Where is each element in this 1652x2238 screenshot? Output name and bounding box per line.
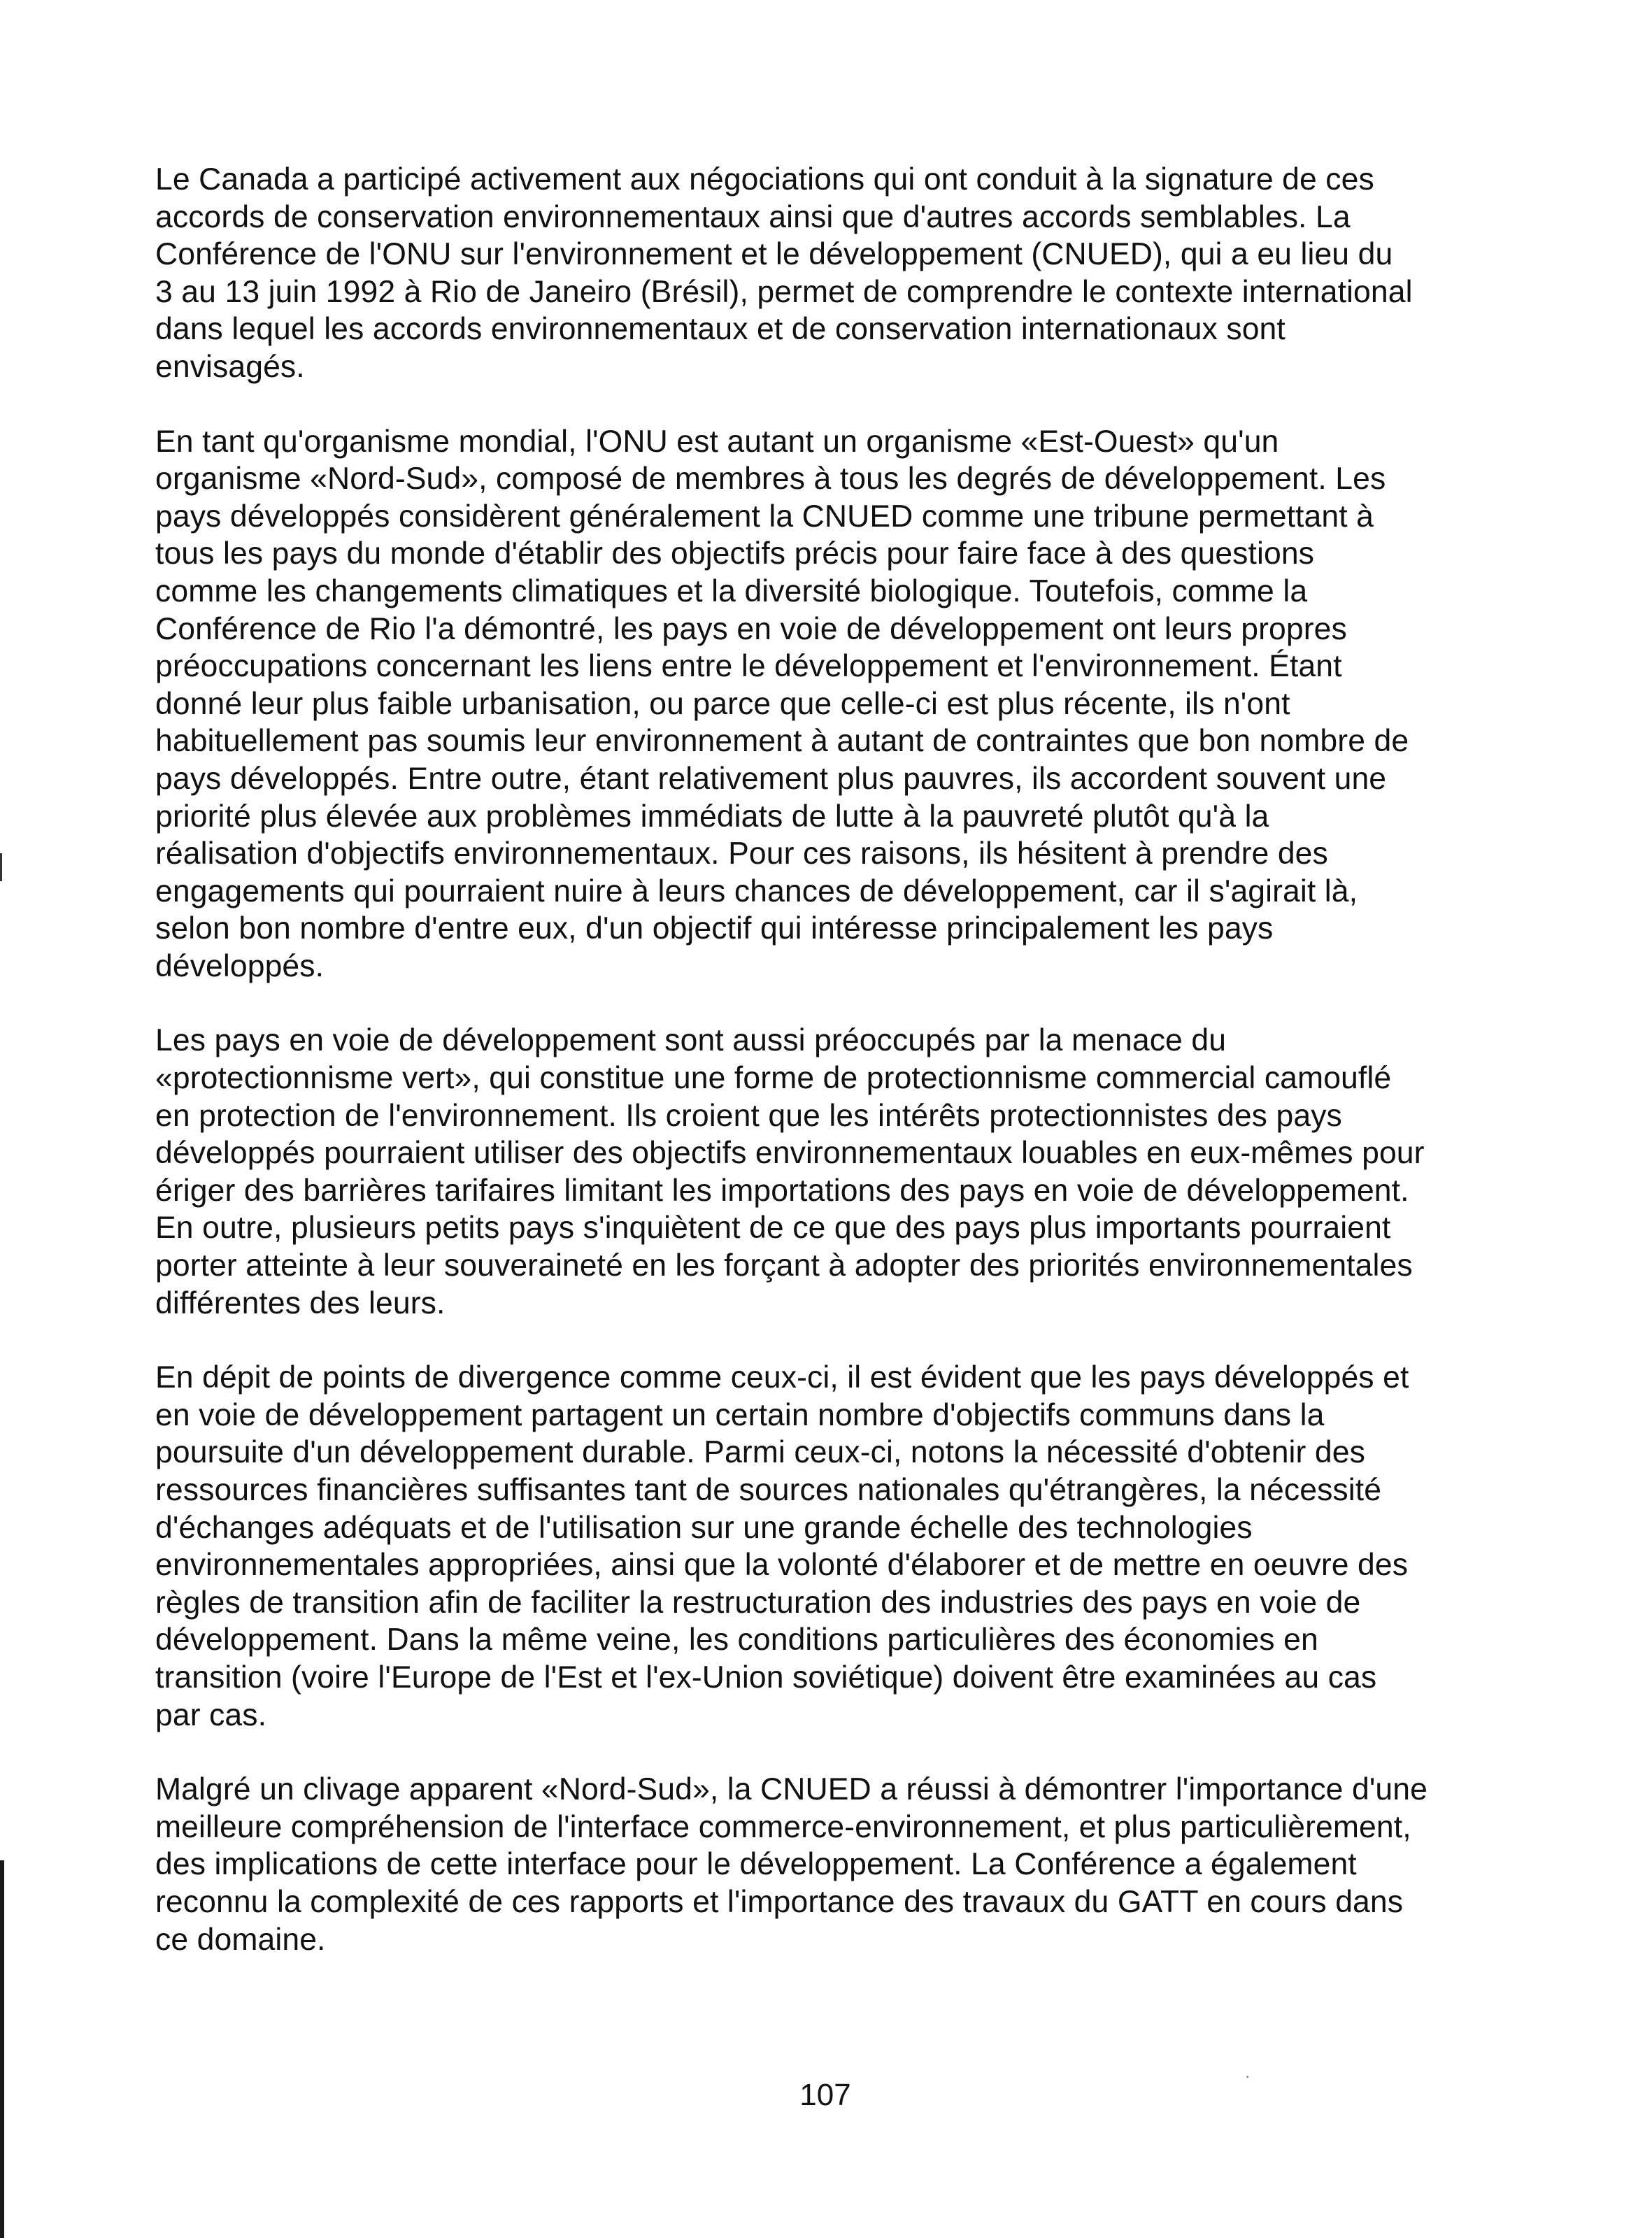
text-line: comme les changements climatiques et la diversité biologique. Toutefois, comme la	[155, 573, 1308, 608]
text-line: pays développés considèrent généralement la CNUED comme une tribune permettant à	[155, 499, 1374, 534]
text-line: 3 au 13 juin 1992 à Rio de Janeiro (Brésil), permet de comprendre le contexte international	[155, 274, 1413, 309]
text-line: donné leur plus faible urbanisation, ou parce que celle-ci est plus récente, ils n'ont	[155, 686, 1290, 721]
text-line: ressources financières suffisantes tant de sources nationales qu'étrangères, la nécessité	[155, 1473, 1382, 1507]
text-line: tous les pays du monde d'établir des objectifs précis pour faire face à des questions	[155, 536, 1315, 571]
page-number: 107	[799, 2078, 851, 2112]
text-line: porter atteinte à leur souveraineté en les forçant à adopter des priorités environnementales	[155, 1248, 1413, 1283]
scan-speck	[1246, 2076, 1248, 2078]
paragraph-3	[155, 1022, 1491, 1322]
paragraph-1	[155, 161, 1491, 386]
text-line: En dépit de points de divergence comme ceux-ci, il est évident que les pays développés et	[155, 1360, 1409, 1395]
text-line: Conférence de Rio l'a démontré, les pays en voie de développement ont leurs propres	[155, 611, 1347, 646]
text-line: par cas.	[155, 1697, 267, 1732]
text-line: ériger des barrières tarifaires limitant les importations des pays en voie de développement.	[155, 1173, 1409, 1208]
text-line: En tant qu'organisme mondial, l'ONU est autant un organisme «Est-Ouest» qu'un	[155, 424, 1279, 459]
paragraph-4	[155, 1359, 1491, 1734]
text-line: en voie de développement partagent un certain nombre d'objectifs communs dans la	[155, 1397, 1325, 1432]
text-line: engagements qui pourraient nuire à leurs chances de développement, car il s'agirait là,	[155, 874, 1358, 908]
text-line: des implications de cette interface pour le développement. La Conférence a également	[155, 1847, 1357, 1882]
text-line: dans lequel les accords environnementaux et de conservation internationaux sont	[155, 312, 1286, 347]
text-line: développement. Dans la même veine, les conditions particulières des économies en	[155, 1623, 1318, 1658]
text-line: poursuite d'un développement durable. Parmi ceux-ci, notons la nécessité d'obtenir des	[155, 1435, 1365, 1470]
text-line: Le Canada a participé activement aux négociations qui ont conduit à la signature de ces	[155, 162, 1374, 197]
text-line: envisagés.	[155, 349, 305, 384]
text-line: habituellement pas soumis leur environnement à autant de contraintes que bon nombre de	[155, 724, 1409, 759]
paragraph-2	[155, 423, 1491, 985]
text-line: organisme «Nord-Sud», composé de membres à tous les degrés de développement. Les	[155, 462, 1386, 497]
paragraph-5	[155, 1771, 1491, 1958]
text-line: transition (voire l'Europe de l'Est et l'ex-Union soviétique) doivent être examinées au cas	[155, 1660, 1377, 1695]
text-line: meilleure compréhension de l'interface commerce-environnement, et plus particulièrement,	[155, 1809, 1411, 1844]
scan-edge-mark	[0, 853, 2, 881]
text-line: Malgré un clivage apparent «Nord-Sud», la CNUED a réussi à démontrer l'importance d'une	[155, 1772, 1427, 1807]
text-line: environnementales appropriées, ainsi que la volonté d'élaborer et de mettre en oeuvre des	[155, 1548, 1409, 1583]
text-line: développés pourraient utiliser des objectifs environnementaux louables en eux-mêmes pour	[155, 1136, 1425, 1171]
text-line: accords de conservation environnementaux ainsi que d'autres accords semblables. La	[155, 199, 1351, 234]
text-line: priorité plus élevée aux problèmes immédiats de lutte à la pauvreté plutôt qu'à la	[155, 799, 1269, 834]
text-line: Conférence de l'ONU sur l'environnement et le développement (CNUED), qui a eu lieu du	[155, 237, 1393, 272]
text-line: ce domaine.	[155, 1922, 326, 1957]
text-line: développés.	[155, 948, 325, 983]
text-line: selon bon nombre d'entre eux, d'un objectif qui intéresse principalement les pays	[155, 911, 1274, 946]
text-line: différentes des leurs.	[155, 1285, 446, 1320]
scan-edge-shadow	[0, 1860, 4, 2238]
text-line: réalisation d'objectifs environnementaux. Pour ces raisons, ils hésitent à prendre des	[155, 836, 1328, 871]
text-line: reconnu la complexité de ces rapports et l'importance des travaux du GATT en cours dans	[155, 1884, 1404, 1919]
text-line: Les pays en voie de développement sont aussi préoccupés par la menace du	[155, 1023, 1227, 1058]
text-line: préoccupations concernant les liens entre le développement et l'environnement. Étant	[155, 649, 1342, 684]
text-line: «protectionnisme vert», qui constitue une forme de protectionnisme commercial camouflé	[155, 1061, 1392, 1096]
text-line: d'échanges adéquats et de l'utilisation sur une grande échelle des technologies	[155, 1510, 1253, 1545]
text-line: pays développés. Entre outre, étant relativement plus pauvres, ils accordent souvent une	[155, 761, 1387, 796]
text-line: règles de transition afin de faciliter la restructuration des industries des pays en voie de	[155, 1585, 1361, 1620]
text-line: En outre, plusieurs petits pays s'inquiètent de ce que des pays plus importants pourraient	[155, 1211, 1391, 1246]
text-line: en protection de l'environnement. Ils croient que les intérêts protectionnistes des pays	[155, 1098, 1342, 1133]
document-body	[155, 161, 1491, 1958]
